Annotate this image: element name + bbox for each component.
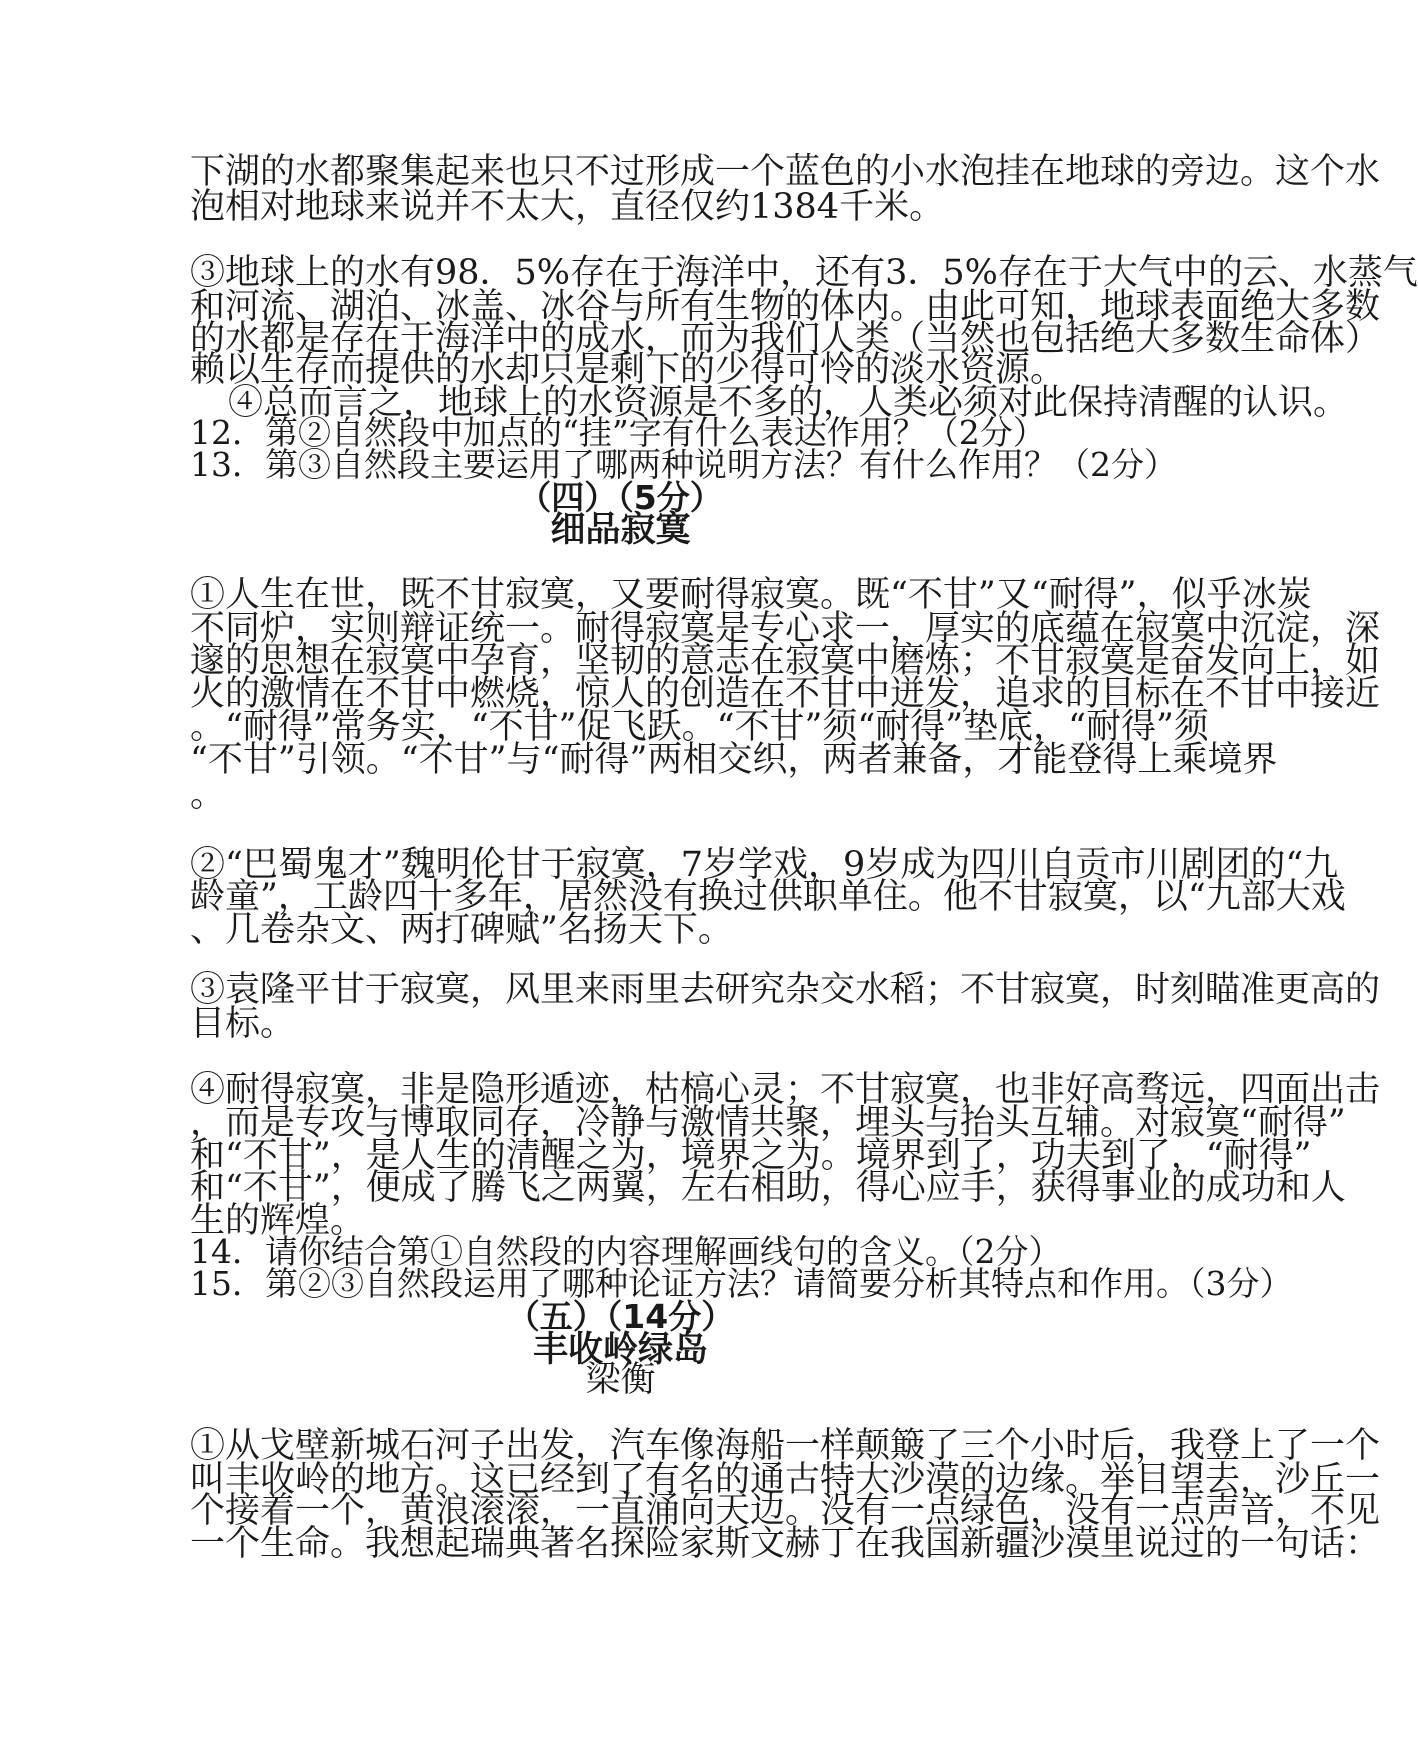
question-14-line: 14．请你结合第①自然段的内容理解画线句的含义。（2分）: [190, 1232, 1062, 1271]
question-12-line: 12．第②自然段中加点的“挂”字有什么表达作用？（2分）: [190, 413, 1046, 452]
loneliness-para-1-line: 。“耐得”常务实，“不甘”促飞跃。“不甘”须“耐得”垫底，“耐得”须: [190, 707, 1209, 747]
loneliness-para-1-line: 。: [190, 775, 226, 815]
loneliness-para-3-line: 目标。: [190, 1004, 296, 1044]
island-para-1-line: 一个生命。我想起瑞典著名探险家斯文赫丁在我国新疆沙漠里说过的一句话：: [190, 1524, 1381, 1564]
question-13-line: 13．第③自然段主要运用了哪两种说明方法？有什么作用？（2分）: [190, 445, 1177, 484]
water-para-3-line: 赖以生存而提供的水却只是剩下的少得可怜的淡水资源。: [190, 350, 1066, 390]
loneliness-para-1-line: “不甘”引领。“不甘”与“耐得”两相交织，两者兼备，才能登得上乘境界: [190, 740, 1278, 780]
water-para-3-line: 的水都是存在于海洋中的成水，而为我们人类（当然也包括绝大多数生命体）: [190, 319, 1381, 359]
loneliness-para-2-line: 龄童”，工龄四十多年，居然没有换过供职单住。他不甘寂寞，以“九部大戏: [190, 877, 1346, 917]
section-4-title-line: 细品寂寞: [550, 510, 691, 550]
water-para-3-line: ③地球上的水有98．5%存在于海洋中，还有3．5%存在于大气中的云、水蒸气: [190, 253, 1418, 293]
section-5-title-line: 丰收岭绿岛: [532, 1330, 708, 1370]
water-para-4-line: ④总而言之，地球上的水资源是不多的，人类必须对此保持清醒的认识。: [228, 383, 1349, 423]
loneliness-para-3-line: ③袁隆平甘于寂寞，风里来雨里去研究杂交水稻；不甘寂寞，时刻瞄准更高的: [190, 970, 1381, 1010]
section-5-heading-line: （五）（14分）: [506, 1297, 735, 1336]
loneliness-para-4-line: 和“不甘”，是人生的清醒之为，境界之为。境界到了，功夫到了，“耐得”: [190, 1136, 1312, 1176]
loneliness-para-1-line: 火的激情在不甘中燃烧，惊人的创造在不甘中迸发，追求的目标在不甘中接近: [190, 674, 1381, 714]
question-15-line: 15．第②③自然段运用了哪种论证方法？请简要分析其特点和作用。（3分）: [190, 1264, 1293, 1303]
water-para-3-line: 和河流、湖泊、冰盖、冰谷与所有生物的体内。由此可知，地球表面绝大多数: [190, 287, 1381, 327]
loneliness-para-2-line: 、几卷杂文、两打碑赋”名扬天下。: [190, 910, 733, 950]
loneliness-para-4-line: 生的辉煌。: [190, 1201, 366, 1241]
loneliness-para-1-line: 不同炉，实则辩证统一。耐得寂寞是专心求一，厚实的底蕴在寂寞中沉淀，深: [190, 609, 1381, 649]
loneliness-para-4-line: ，而是专攻与博取同存，冷静与激情共聚，埋头与抬头互辅。对寂寞“耐得”: [190, 1103, 1346, 1143]
loneliness-para-2-line: ②“巴蜀鬼才”魏明伦甘于寂寞，7岁学戏，9岁成为四川自贡市川剧团的“九: [190, 845, 1339, 885]
loneliness-para-4-line: ④耐得寂寞，非是隐形遁迹，枯槁心灵；不甘寂寞，也非好高骛远，四面出击: [190, 1070, 1381, 1110]
loneliness-para-1-line: ①人生在世，既不甘寂寞，又要耐得寂寞。既“不甘”又“耐得”，似乎冰炭: [190, 575, 1312, 615]
island-para-1-line: 个接着一个，黄浪滚滚，一直涌向天边。没有一点绿色，没有一点声音，不见: [190, 1491, 1381, 1531]
island-para-1-line: 叫丰收岭的地方。这已经到了有名的通古特大沙漠的边缘。举目望去，沙丘一: [190, 1460, 1381, 1500]
water-para-2-end-line: 下湖的水都聚集起来也只不过形成一个蓝色的小水泡挂在地球的旁边。这个水: [190, 152, 1381, 192]
loneliness-para-4-line: 和“不甘”，便成了腾飞之两翼，左右相助，得心应手，获得事业的成功和人: [190, 1168, 1346, 1208]
section-4-heading-line: （四）（5分）: [518, 478, 723, 517]
water-para-2-end-line: 泡相对地球来说并不太大，直径仅约1384千米。: [190, 187, 945, 227]
loneliness-para-1-line: 邃的思想在寂寞中孕育，坚韧的意志在寂寞中磨炼；不甘寂寞是奋发向上，如: [190, 641, 1381, 681]
section-5-author-line: 梁衡: [585, 1360, 656, 1400]
island-para-1-line: ①从戈壁新城石河子出发，汽车像海船一样颠簸了三个小时后，我登上了一个: [190, 1426, 1381, 1466]
